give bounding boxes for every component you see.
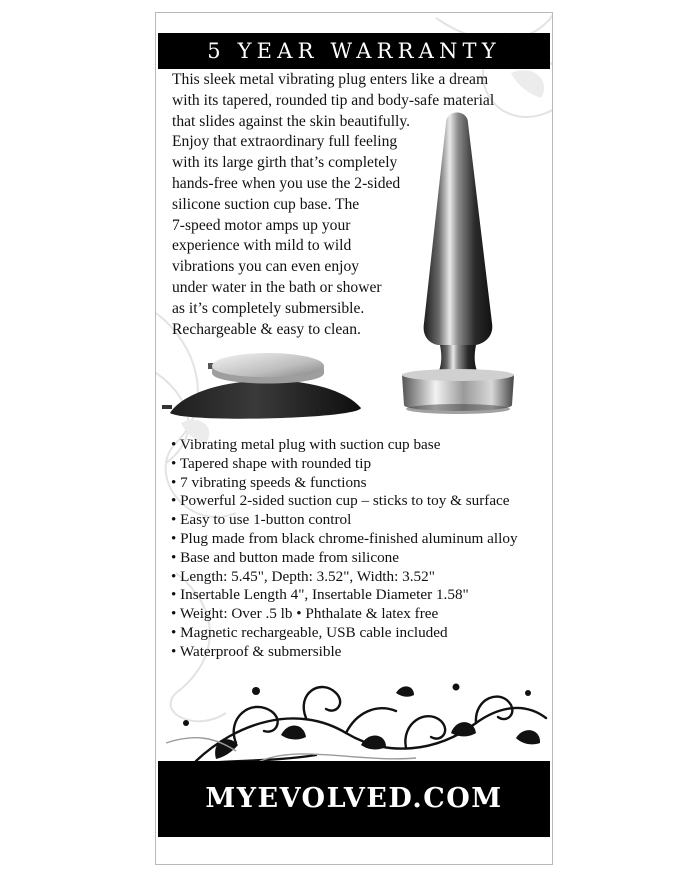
feature-item: • 7 vibrating speeds & functions (171, 473, 367, 491)
chrome-plug-image (402, 113, 514, 415)
product-illustration (156, 13, 553, 453)
feature-item: • Waterproof & submersible (171, 642, 342, 660)
description-line: 7-speed motor amps up your (172, 216, 351, 234)
description-line: experience with mild to wild (172, 237, 352, 255)
description-line: that slides against the skin beautifully. (172, 112, 411, 130)
feature-item: • Length: 5.45", Depth: 3.52", Width: 3.52" (171, 567, 435, 585)
description-line: Rechargeable & easy to clean. (172, 320, 361, 338)
feature-item: • Plug made from black chrome-finished aluminum alloy (171, 529, 518, 547)
description-line: vibrations you can even enjoy (172, 258, 360, 276)
website-footer: MYEVOLVED.COM (158, 761, 550, 837)
suction-cup-image (162, 353, 361, 419)
feature-item: • Vibrating metal plug with suction cup base (171, 436, 441, 453)
description-line: under water in the bath or shower (172, 278, 382, 296)
description-line: as it’s completely submersible. (172, 299, 365, 317)
feature-item: • Base and button made from silicone (171, 548, 400, 566)
description-line: hands-free when you use the 2-sided (172, 174, 401, 192)
feature-item: • Tapered shape with rounded tip (171, 454, 372, 472)
feature-list (171, 436, 546, 662)
feature-item: • Easy to use 1-button control (171, 511, 352, 529)
description-line: This sleek metal vibrating plug enters like a dream (172, 71, 489, 88)
product-card (155, 12, 553, 865)
description-line: with its tapered, rounded tip and body-safe material (172, 91, 495, 109)
description-line: with its large girth that’s completely (172, 154, 398, 172)
feature-item: • Weight: Over .5 lb • Phthalate & latex free (171, 605, 439, 623)
floral-flourish-decoration (156, 663, 553, 773)
description-line: silicone suction cup base. The (172, 195, 360, 213)
feature-item: • Magnetic rechargeable, USB cable included (171, 623, 448, 641)
feature-item: • Insertable Length 4", Insertable Diameter 1.58" (171, 586, 469, 604)
feature-item: • Powerful 2-sided suction cup – sticks to toy & surface (171, 492, 510, 510)
warranty-banner: 5 YEAR WARRANTY (158, 33, 550, 69)
description-line: Enjoy that extraordinary full feeling (172, 133, 398, 151)
